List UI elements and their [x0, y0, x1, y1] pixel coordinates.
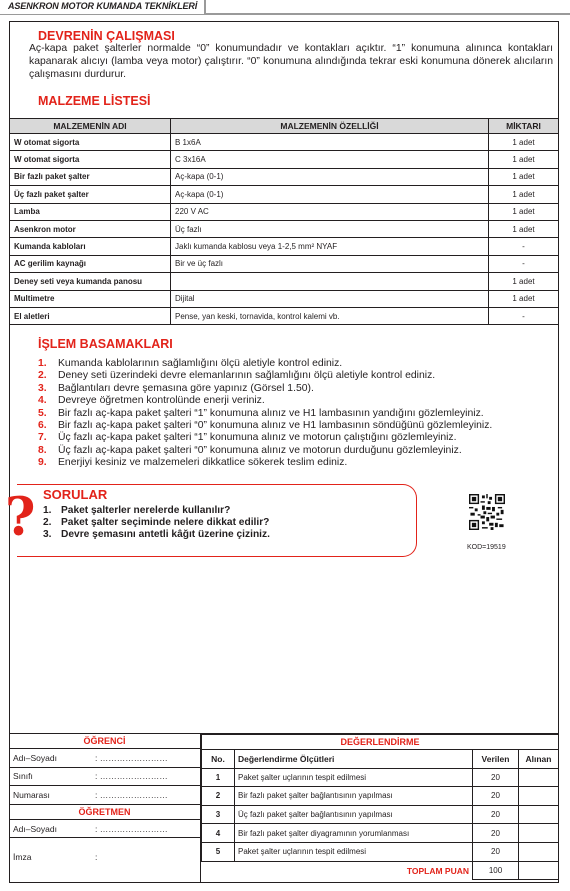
circuit-section-title: DEVRENİN ÇALIŞMASI [38, 29, 175, 43]
student-class-row [9, 768, 200, 787]
step-text: Bir fazlı aç-kapa paket şalteri “1” konumuna alınız ve H1 lambasının yandığını gözlemleyiniz. [58, 407, 484, 419]
material-qty: - [489, 255, 559, 272]
material-spec [171, 273, 489, 290]
material-qty: 1 adet [489, 290, 559, 307]
material-name: Kumanda kabloları [10, 238, 171, 255]
material-qty: 1 adet [489, 220, 559, 237]
material-row [10, 290, 559, 307]
circuit-description: Aç-kapa paket şalterler normalde “0” konumundadır ve kontakları açıktır. “1” konumuna alınınca kontakları kapanarak alıcıyı (lamba veya motor) çalıştırır. “0” konumuna alındığında tekrar eski konumuna dönerek alıcıların çalışmasını durdurur. [29, 43, 553, 80]
material-name: W otomat sigorta [10, 151, 171, 168]
material-spec: Jaklı kumanda kablosu veya 1-2,5 mm² NYAF [171, 238, 489, 255]
evaluation-row [202, 768, 559, 787]
material-qty: 1 adet [489, 273, 559, 290]
material-row [10, 307, 559, 324]
criterion-taken-points[interactable] [519, 842, 559, 861]
step-item [38, 457, 558, 469]
step-item [38, 395, 558, 407]
evaluation-title: DEĞERLENDİRME [202, 735, 559, 750]
material-row [10, 273, 559, 290]
criterion-number: 3 [202, 805, 235, 824]
material-qty: - [489, 238, 559, 255]
material-spec: B 1x6A [171, 134, 489, 151]
evaluation-total-row [202, 861, 559, 880]
criterion-text: Paket şalter uçlarının tespit edilmesi [235, 842, 473, 861]
step-item [38, 383, 558, 395]
step-number: 3. [38, 382, 47, 394]
criterion-taken-points[interactable] [519, 805, 559, 824]
steps-list [38, 358, 558, 470]
question-item [43, 517, 270, 529]
materials-section-title: MALZEME LİSTESİ [38, 94, 151, 108]
evaluation-row [202, 842, 559, 861]
material-spec: Pense, yan keski, tornavida, kontrol kalemi vb. [171, 307, 489, 324]
col-given: Verilen [473, 750, 519, 769]
material-name: Lamba [10, 203, 171, 220]
step-text: Kumanda kablolarının sağlamlığını ölçü aletiyle kontrol ediniz. [58, 358, 343, 369]
question-number: 2. [43, 517, 52, 529]
col-criteria: Değerlendirme Ölçütleri [235, 750, 473, 769]
col-material-name: MALZEMENİN ADI [10, 119, 171, 134]
step-number: 6. [38, 420, 47, 432]
material-row [10, 151, 559, 168]
step-text: Bir fazlı aç-kapa paket şalteri “0” konumuna alınız ve H1 lambasının söndüğünü gözlemleyiniz. [58, 420, 493, 432]
teacher-signature-field[interactable]: : [95, 851, 98, 862]
question-number: 3. [43, 529, 52, 541]
criterion-text: Bir fazlı paket şalter diyagramının yorumlanması [235, 824, 473, 843]
material-row [10, 134, 559, 151]
material-spec: Aç-kapa (0-1) [171, 186, 489, 203]
step-number: 9. [38, 457, 47, 469]
teacher-name-field[interactable]: : …………………… [95, 823, 168, 834]
step-item [38, 420, 558, 432]
material-spec: C 3x16A [171, 151, 489, 168]
evaluation-row [202, 805, 559, 824]
material-name: Multimetre [10, 290, 171, 307]
criterion-taken-points[interactable] [519, 787, 559, 806]
evaluation-row [202, 824, 559, 843]
student-class-label: Sınıfı [13, 771, 33, 782]
step-text: Devreye öğretmen kontrolünde enerji veriniz. [58, 395, 265, 407]
criterion-number: 2 [202, 787, 235, 806]
total-score-taken[interactable] [519, 861, 559, 880]
question-text: Paket şalter seçiminde nelere dikkat edilir? [61, 517, 270, 529]
student-name-label: Adı–Soyadı [13, 752, 57, 763]
material-row [10, 203, 559, 220]
teacher-name-label: Adı–Soyadı [13, 823, 57, 834]
criterion-given-points: 20 [473, 824, 519, 843]
material-row [10, 255, 559, 272]
step-text: Enerjiyi kesiniz ve malzemeleri dikkatlice sökerek teslim ediniz. [58, 457, 348, 469]
material-spec: Bir ve üç fazlı [171, 255, 489, 272]
qr-code-label: KOD=19519 [467, 544, 506, 551]
step-item [38, 370, 558, 382]
criterion-taken-points[interactable] [519, 768, 559, 787]
student-class-field[interactable]: : …………………… [95, 771, 168, 782]
step-text: Bağlantıları devre şemasına göre yapınız (Görsel 1.50). [58, 382, 314, 394]
step-number: 1. [38, 358, 47, 369]
col-material-qty: MİKTARI [489, 119, 559, 134]
total-score-value: 100 [473, 861, 519, 880]
material-row [10, 168, 559, 185]
running-header [0, 0, 570, 17]
questions-list [43, 505, 270, 542]
header-tab [0, 0, 206, 14]
material-row [10, 220, 559, 237]
criterion-taken-points[interactable] [519, 824, 559, 843]
student-number-label: Numarası [13, 789, 50, 800]
material-name: Bir fazlı paket şalter [10, 168, 171, 185]
material-name: Asenkron motor [10, 220, 171, 237]
teacher-signature-label: İmza [13, 851, 32, 862]
student-number-field[interactable]: : …………………… [95, 789, 168, 800]
material-name: Deney seti veya kumanda panosu [10, 273, 171, 290]
material-spec: Üç fazlı [171, 220, 489, 237]
criterion-text: Bir fazlı paket şalter bağlantısının yapılması [235, 787, 473, 806]
material-qty: 1 adet [489, 151, 559, 168]
teacher-signature-row [9, 838, 200, 875]
question-text: Devre şemasını antetli kâğıt üzerine çiziniz. [61, 529, 270, 541]
question-item [43, 505, 270, 517]
evaluation-row [202, 787, 559, 806]
evaluation-header-row [202, 750, 559, 769]
teacher-title: ÖĞRETMEN [9, 805, 200, 820]
question-mark-icon: ? [5, 487, 36, 548]
criterion-number: 4 [202, 824, 235, 843]
total-score-label: TOPLAM PUAN [202, 861, 473, 880]
material-qty: - [489, 307, 559, 324]
material-name: W otomat sigorta [10, 134, 171, 151]
question-text: Paket şalterler nerelerde kullanılır? [61, 505, 231, 516]
step-text: Üç fazlı aç-kapa paket şalteri “1” konumuna alınız ve motorun çalıştığını gözlemleyiniz. [58, 432, 457, 444]
material-qty: 1 adet [489, 134, 559, 151]
material-name: AC gerilim kaynağı [10, 255, 171, 272]
criterion-given-points: 20 [473, 842, 519, 861]
student-teacher-panel [9, 734, 200, 875]
criterion-text: Üç fazlı paket şalter bağlantısının yapılması [235, 805, 473, 824]
student-name-field[interactable]: : …………………… [95, 752, 168, 763]
steps-section-title: İŞLEM BASAMAKLARI [38, 337, 173, 351]
materials-table [9, 118, 559, 325]
questions-title: SORULAR [43, 487, 108, 502]
running-title: ASENKRON MOTOR KUMANDA TEKNİKLERİ [8, 1, 198, 11]
question-item [43, 529, 270, 541]
material-qty: 1 adet [489, 186, 559, 203]
col-no: No. [202, 750, 235, 769]
criterion-given-points: 20 [473, 805, 519, 824]
material-qty: 1 adet [489, 203, 559, 220]
step-number: 2. [38, 370, 47, 382]
evaluation-table [201, 734, 559, 880]
step-number: 8. [38, 444, 47, 456]
criterion-number: 5 [202, 842, 235, 861]
material-row [10, 186, 559, 203]
teacher-name-row [9, 820, 200, 839]
step-item [38, 408, 558, 420]
material-row [10, 238, 559, 255]
question-number: 1. [43, 505, 52, 516]
material-spec: 220 V AC [171, 203, 489, 220]
material-spec: Dijital [171, 290, 489, 307]
col-material-spec: MALZEMENİN ÖZELLİĞİ [171, 119, 489, 134]
step-text: Deney seti üzerindeki devre elemanlarının sağlamlığını ölçü aletiyle kontrol ediniz. [58, 370, 436, 382]
col-taken: Alınan [519, 750, 559, 769]
material-name: Üç fazlı paket şalter [10, 186, 171, 203]
criterion-number: 1 [202, 768, 235, 787]
student-number-row [9, 786, 200, 805]
material-qty: 1 adet [489, 168, 559, 185]
criterion-given-points: 20 [473, 768, 519, 787]
criterion-text: Paket şalter uçlarının tespit edilmesi [235, 768, 473, 787]
student-name-row [9, 749, 200, 768]
step-number: 4. [38, 395, 47, 407]
step-number: 5. [38, 407, 47, 419]
step-number: 7. [38, 432, 47, 444]
criterion-given-points: 20 [473, 787, 519, 806]
step-item [38, 445, 558, 457]
step-text: Üç fazlı aç-kapa paket şalteri “0” konumuna alınız ve motorun durduğunu gözlemleyiniz. [58, 444, 462, 456]
material-name: El aletleri [10, 307, 171, 324]
material-spec: Aç-kapa (0-1) [171, 168, 489, 185]
materials-header-row [10, 119, 559, 134]
qr-code[interactable] [469, 494, 505, 530]
step-item [38, 358, 558, 370]
student-title: ÖĞRENCİ [9, 734, 200, 749]
step-item [38, 432, 558, 444]
